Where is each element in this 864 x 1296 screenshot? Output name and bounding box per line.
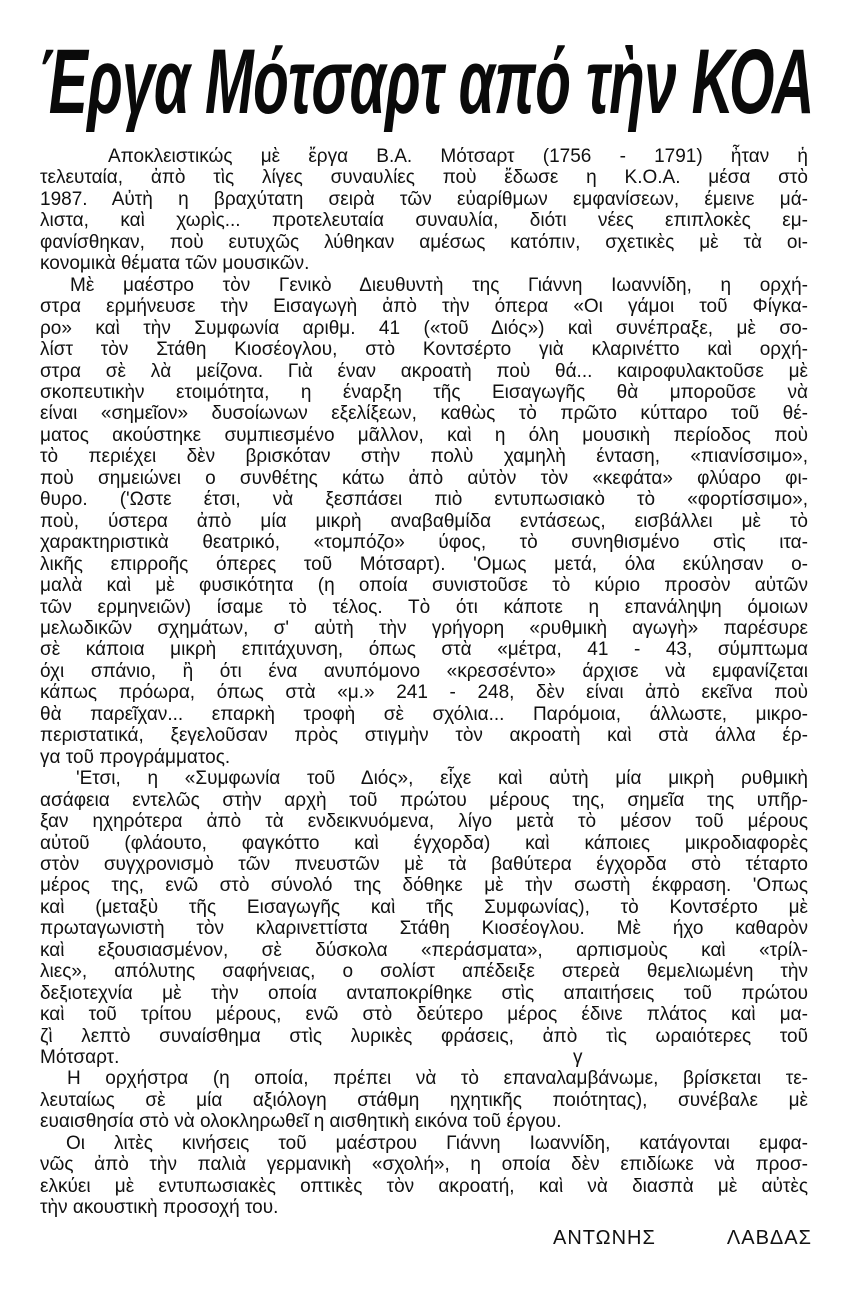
article-paragraph	[40, 768, 808, 1068]
article-line: Μὲ μαέστρο τὸν Γενικὸ Διευθυντὴ της Γιάννη Ιωαννίδη, η ορχή-	[70, 274, 808, 296]
article-line: σκοπευτικὴν ετοιμότητα, η έναρξη τῆς Εισαγωγῆς θὰ μποροῦσε νὰ	[40, 381, 808, 403]
article-line: κάπως πρόωρα, όπως στὰ «μ.» 241 - 248, δὲν είναι ἀπὸ εκεῖνα ποὺ	[40, 682, 808, 704]
article-line: στρα σὲ λὰ μείζονα. Γιὰ έναν ακροατὴ ποὺ θά... καιροφυλακτοῦσε μὲ	[40, 360, 808, 382]
headline: Έργα Μότσαρτ από τὴν ΚΟΑ	[38, 36, 814, 133]
article-line: τῶν ερμηνειῶν) ίσαμε τὸ τέλος. Τὸ ότι κάποτε η επανάληψη όμοιων	[40, 596, 808, 618]
article-line: λικῆς επιρροῆς όπερες τοῦ Μότσαρτ). 'Ομως μετά, όλα εκύλησαν ο-	[40, 553, 808, 575]
headline-container	[38, 36, 828, 140]
article-line: Η ορχήστρα (η οποία, πρέπει νὰ τὸ επαναλαμβάνωμε, βρίσκεται τε-	[67, 1068, 808, 1090]
article-line: Μότσαρτ.	[40, 1047, 120, 1069]
article-line: ζὶ λεπτὸ συναίσθημα στὶς λυρικὲς φράσεις, ἀπὸ τὶς ωραιότερες τοῦ	[40, 1025, 808, 1047]
article-line: μέρος της, ενῶ στὸ σύνολό της δόθηκε μὲ τὴν σωστὴ έκφραση. 'Οπως	[40, 875, 808, 897]
article-line: είναι «σημεῖον» δυσοίωνων εξελίξεων, καθὼς τὸ πρῶτο κύτταρο τοῦ θέ-	[40, 403, 808, 425]
article-line: ασάφεια εντελῶς στὴν αρχὴ τοῦ πρώτου μέρους της, σημεῖα της υπῆρ-	[40, 789, 808, 811]
stray-print-mark: γ	[573, 1047, 583, 1069]
article-line: λευταίως σὲ μία αξιόλογη στάθμη ηχητικῆς ποιότητας), συνέβαλε μὲ	[40, 1089, 808, 1111]
article-paragraph	[40, 275, 808, 768]
article-line: θὰ παρεῖχαν... επαρκὴ τροφὴ σὲ σχόλια... Παρόμοια, άλλωστε, μικρο-	[40, 703, 808, 725]
article-line: στὸν συγχρονισμὸ τῶν πνευστῶν μὲ τὰ βαθύτερα έγχορδα στὸ τέταρτο	[40, 853, 808, 875]
article-line: ευαισθησία στὸ νὰ ολοκληρωθεῖ η αισθητικὴ εικόνα τοῦ έργου.	[40, 1111, 562, 1133]
article-line: στρα ερμήνευσε τὴν Εισαγωγὴ ἀπὸ τὴν όπερα «Οι γάμοι τοῦ Φίγκα-	[40, 296, 808, 318]
article-line: γα τοῦ προγράμματος.	[40, 746, 231, 768]
article-paragraph	[40, 146, 808, 275]
article-line: σὲ κάποια μικρὴ επιτάχυνση, όπως στὰ «μέτρα, 41 - 43, σύμπτωμα	[40, 639, 808, 661]
article-line: καὶ τοῦ τρίτου μέρους, ενῶ στὸ δεύτερο μέρος έδινε πλάτος καὶ μα-	[40, 1004, 808, 1026]
article-line: ελκύει μὲ εντυπωσιακὲς οπτικὲς τὸν ακροατή, καὶ νὰ διασπὰ μὲ αὐτὲς	[40, 1175, 808, 1197]
article-paragraph	[40, 1068, 808, 1132]
article-line: ξαν ηχηρότερα ἀπὸ τὰ ενδεικνυόμενα, λίγο μετὰ τὸ μέσον τοῦ μέρους	[40, 811, 808, 833]
article-line: καὶ (μεταξὺ τῆς Εισαγωγῆς καὶ τῆς Συμφωνίας), τὸ Κοντσέρτο μὲ	[40, 896, 808, 918]
article-line: αὐτοῦ (φλάουτο, φαγκόττο καὶ έγχορδα) καὶ κάποιες μικροδιαφορὲς	[40, 832, 808, 854]
article-line: καὶ εξουσιασμένον, σὲ δύσκολα «περάσματα», αρπισμοὺς καὶ «τρίλ-	[40, 939, 808, 961]
article-line: κονομικὰ θέματα τῶν μουσικῶν.	[40, 253, 310, 275]
article-line: ποὺ, ύστερα ἀπὸ μία μικρὴ αναβαθμίδα εντάσεως, εισβάλλει μὲ τὸ	[40, 510, 808, 532]
article-line: μελωδικῶν σχημάτων, σ' αὐτὴ τὴν γρήγορη «ρυθμικὴ αγωγὴ» παρέσυρε	[40, 617, 808, 639]
article-line: πρωταγωνιστὴ τὸν κλαρινεττίστα Στάθη Κιοσέογλου. Μὲ ήχο καθαρὸν	[40, 918, 808, 940]
article-paragraph	[40, 1133, 808, 1219]
article-line: μαλὰ καὶ μὲ φυσικότητα (η οποία συνιστοῦσε τὸ κύριο προσὸν αὐτῶν	[40, 575, 808, 597]
article-line: λιστα, καὶ χωρὶς... προτελευταία συναυλία, διότι νέες επιπλοκὲς εμ-	[40, 210, 808, 232]
article-line: Αποκλειστικώς μὲ ἔργα Β.Α. Μότσαρτ (1756 - 1791) ἦταν ἡ	[108, 146, 808, 167]
article-line: τὴν ακουστικὴ προσοχή του.	[40, 1197, 279, 1219]
article-line: 'Ετσι, η «Συμφωνία τοῦ Διός», εἶχε καὶ αὐτὴ μία μικρὴ ρυθμικὴ	[76, 768, 808, 790]
article-line: θυρο. ('Ωστε έτσι, νὰ ξεσπάσει πιὸ εντυπωσιακὸ τὸ «φορτίσσιμο»,	[40, 489, 808, 511]
article-line: λιες», απόλυτης σαφήνειας, ο σολίστ απέδειξε στερεὰ θεμελιωμένη τὴν	[40, 961, 808, 983]
article-line: Οι λιτὲς κινήσεις τοῦ μαέστρου Γιάννη Ιωαννίδη, κατάγονται εμφα-	[66, 1132, 808, 1154]
article-line-with-mark	[40, 1047, 808, 1068]
article-line: νῶς ἀπὸ τὴν παλιὰ γερμανικὴ «σχολή», η οποία δὲν επιδίωκε νὰ προσ-	[40, 1154, 808, 1176]
article-line: χαρακτηριστικὰ θεατρικό, «τομπόζο» ύφος, τὸ συνηθισμένο στὶς ιτα-	[40, 532, 808, 554]
article-line: όχι σπάνιο, ἢ ότι ένα ανυπόμονο «κρεσσέντο» άρχισε νὰ εμφανίζεται	[40, 660, 808, 682]
article-line: 1987. Αὐτὴ η βραχύτατη σειρὰ τῶν εὐαρίθμων εμφανίσεων, έμεινε μά-	[40, 188, 808, 210]
article-line: δεξιοτεχνία μὲ τὴν οποία ανταποκρίθηκε στὶς απαιτήσεις τοῦ πρώτου	[40, 982, 808, 1004]
author-signature: ΑΝΤΩΝΗΣ ΛΑΒΔΑΣ	[553, 1227, 812, 1249]
article-line: φανίσθηκαν, ποὺ ευτυχῶς λύθηκαν αμέσως κατόπιν, σχετικὲς μὲ τὰ οι-	[40, 231, 808, 253]
article-line: περιστατικά, ξεγελοῦσαν πρὸς στιγμὴν τὸν ακροατὴ καὶ στὰ άλλα έρ-	[40, 725, 808, 747]
article-line: ποὺ σημειώνει ο συνθέτης κάτω ἀπὸ αὐτὸν τὸν «κεφάτα» φλύαρο φι-	[40, 467, 808, 489]
article-line: τὸ περιέχει δὲν βρισκόταν στὴν πολὺ χαμηλὴ ένταση, «πιανίσσιμο»,	[40, 446, 808, 468]
article-body	[40, 146, 808, 1219]
article-line: ματος ακούστηκε συμπιεσμένο μᾶλλον, καὶ η όλη μουσικὴ περίοδος ποὺ	[40, 424, 808, 446]
article-line: λίστ τὸν Στάθη Κιοσέογλου, στὸ Κοντσέρτο γιὰ κλαρινέττο καὶ ορχή-	[40, 339, 808, 361]
article-line: ρο» καὶ τὴν Συμφωνία αριθμ. 41 («τοῦ Διός») καὶ συνέπραξε, μὲ σο-	[40, 317, 808, 339]
article-line: τελευταία, ἀπὸ τὶς λίγες συναυλίες ποὺ ἔδωσε η Κ.Ο.Α. μέσα στὸ	[40, 167, 808, 189]
